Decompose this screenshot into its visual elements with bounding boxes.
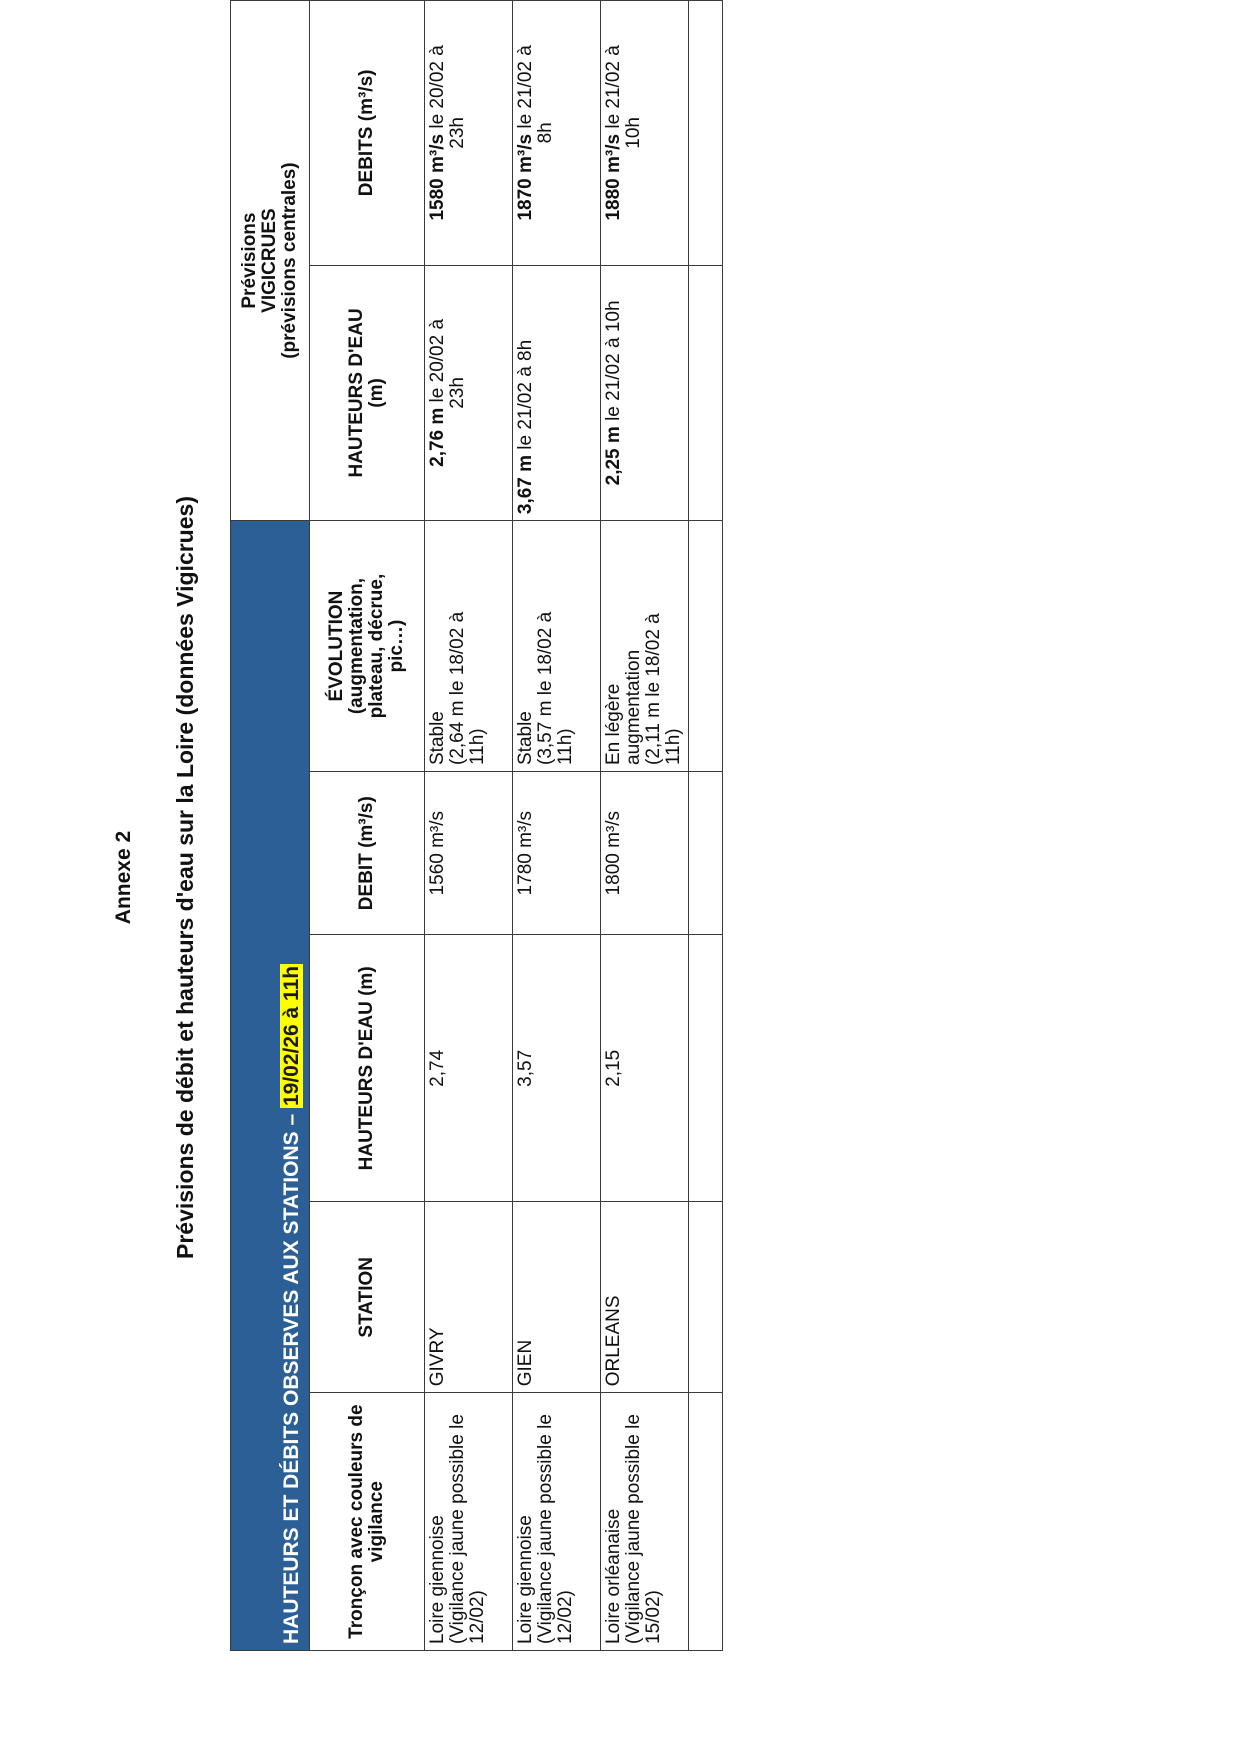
empty-row	[689, 1, 723, 1651]
observed-group-header	[231, 521, 310, 1651]
observed-date-highlight: 19/02/26 à 11h	[279, 965, 303, 1107]
debit-forecast-cell	[601, 1, 689, 266]
debit-forecast-date: le 21/02 à	[603, 45, 624, 134]
evolution-header-line3: plateau, décrue,	[366, 573, 387, 719]
empty-cell	[689, 265, 723, 520]
hauteur-observed-cell: 2,15	[601, 935, 689, 1202]
hauteur-forecast-date: le 20/02 à	[427, 318, 448, 408]
hauteur-forecast-date: le 21/02 à 10h	[603, 300, 624, 427]
col-header-hauteur-forecast	[310, 265, 425, 520]
debit-forecast-value: 1880 m³/s	[603, 133, 624, 221]
evolution-cell	[513, 521, 601, 772]
hauteur-forecast-header-line2: (m)	[366, 378, 387, 408]
hauteur-observed-cell: 2,74	[425, 935, 513, 1202]
station-cell: GIVRY	[425, 1202, 513, 1393]
forecast-table	[230, 0, 723, 1651]
evolution-header-line4: pic…)	[385, 619, 407, 673]
debit-observed-cell: 1560 m³/s	[425, 772, 513, 935]
troncon-name: Loire orléanaise	[603, 1508, 624, 1644]
hauteur-forecast-cell	[513, 265, 601, 520]
evolution-line4: 11h)	[662, 728, 684, 765]
annex-label: Annexe 2	[112, 830, 135, 925]
hauteur-forecast-time: 23h	[446, 377, 468, 409]
forecast-header-line2: VIGICRUES	[259, 208, 281, 313]
col-header-debit-observed: DEBIT (m³/s)	[310, 772, 425, 935]
col-header-evolution	[310, 521, 425, 772]
empty-cell	[689, 521, 723, 772]
evolution-line3: 11h)	[466, 728, 488, 765]
debit-forecast-cell	[513, 1, 601, 266]
hauteur-forecast-value: 2,76 m	[427, 407, 448, 467]
debit-forecast-cell	[425, 1, 513, 266]
col-header-debit-forecast: DEBITS (m³/s)	[310, 1, 425, 266]
troncon-vigilance: (Vigilance jaune possible le 12/02)	[446, 1414, 488, 1644]
evolution-line1: Stable	[515, 711, 536, 765]
debit-forecast-time: 10h	[622, 117, 644, 149]
evolution-line3: 11h)	[554, 728, 576, 765]
evolution-line2: (3,57 m le 18/02 à	[534, 611, 556, 765]
forecast-header-line1: Prévisions	[239, 212, 261, 309]
observed-group-label: HAUTEURS ET DÉBITS OBSERVES AUX STATIONS –	[279, 1108, 303, 1644]
col-header-troncon: Tronçon avec couleurs de vigilance	[310, 1393, 425, 1651]
forecast-group-header	[231, 1, 310, 521]
debit-observed-cell: 1780 m³/s	[513, 772, 601, 935]
debit-forecast-date: le 21/02 à	[515, 45, 536, 134]
troncon-name: Loire giennoise	[515, 1515, 536, 1644]
station-cell: ORLEANS	[601, 1202, 689, 1393]
evolution-line2: (2,64 m le 18/02 à	[446, 611, 468, 765]
document-title: Prévisions de débit et hauteurs d'eau sur la Loire (données Vigicrues)	[172, 496, 198, 1259]
hauteur-forecast-date: le 21/02 à 8h	[515, 339, 536, 455]
station-cell: GIEN	[513, 1202, 601, 1393]
troncon-cell	[601, 1393, 689, 1651]
table-row	[425, 1, 513, 1651]
troncon-cell	[513, 1393, 601, 1651]
debit-observed-cell: 1800 m³/s	[601, 772, 689, 935]
evolution-header-line2: (augmentation,	[346, 577, 368, 715]
table-row	[601, 1, 689, 1651]
col-header-station: STATION	[310, 1202, 425, 1393]
troncon-name: Loire giennoise	[427, 1515, 448, 1644]
debit-forecast-value: 1580 m³/s	[427, 133, 448, 221]
debit-forecast-value: 1870 m³/s	[515, 133, 536, 221]
empty-cell	[689, 772, 723, 935]
empty-cell	[689, 935, 723, 1202]
debit-forecast-date: le 20/02 à	[427, 45, 448, 134]
empty-cell	[689, 1202, 723, 1393]
hauteur-forecast-cell	[425, 265, 513, 520]
group-header-row	[231, 1, 310, 1651]
evolution-line1: Stable	[427, 711, 448, 765]
debit-forecast-time: 23h	[446, 117, 468, 149]
hauteur-forecast-value: 3,67 m	[515, 454, 536, 515]
evolution-cell	[601, 521, 689, 772]
col-header-hauteur-observed: HAUTEURS D'EAU (m)	[310, 935, 425, 1202]
table-row	[513, 1, 601, 1651]
column-header-row	[310, 1, 425, 1651]
troncon-cell	[425, 1393, 513, 1651]
hauteur-forecast-value: 2,25 m	[603, 426, 624, 486]
forecast-header-line3: (prévisions centrales)	[278, 162, 300, 359]
debit-forecast-time: 8h	[534, 122, 556, 144]
hauteur-forecast-header-line1: HAUTEURS D'EAU	[346, 308, 368, 478]
evolution-header-line1: ÉVOLUTION	[326, 590, 348, 702]
empty-cell	[689, 1393, 723, 1651]
troncon-vigilance: (Vigilance jaune possible le 12/02)	[534, 1414, 576, 1644]
hauteur-forecast-cell	[601, 265, 689, 520]
hauteur-observed-cell: 3,57	[513, 935, 601, 1202]
evolution-line1: En légère	[603, 683, 624, 765]
evolution-line2: augmentation	[622, 649, 644, 765]
empty-cell	[689, 1, 723, 266]
evolution-cell	[425, 521, 513, 772]
troncon-vigilance: (Vigilance jaune possible le 15/02)	[622, 1414, 664, 1644]
evolution-line3: (2,11 m le 18/02 à	[642, 613, 664, 765]
